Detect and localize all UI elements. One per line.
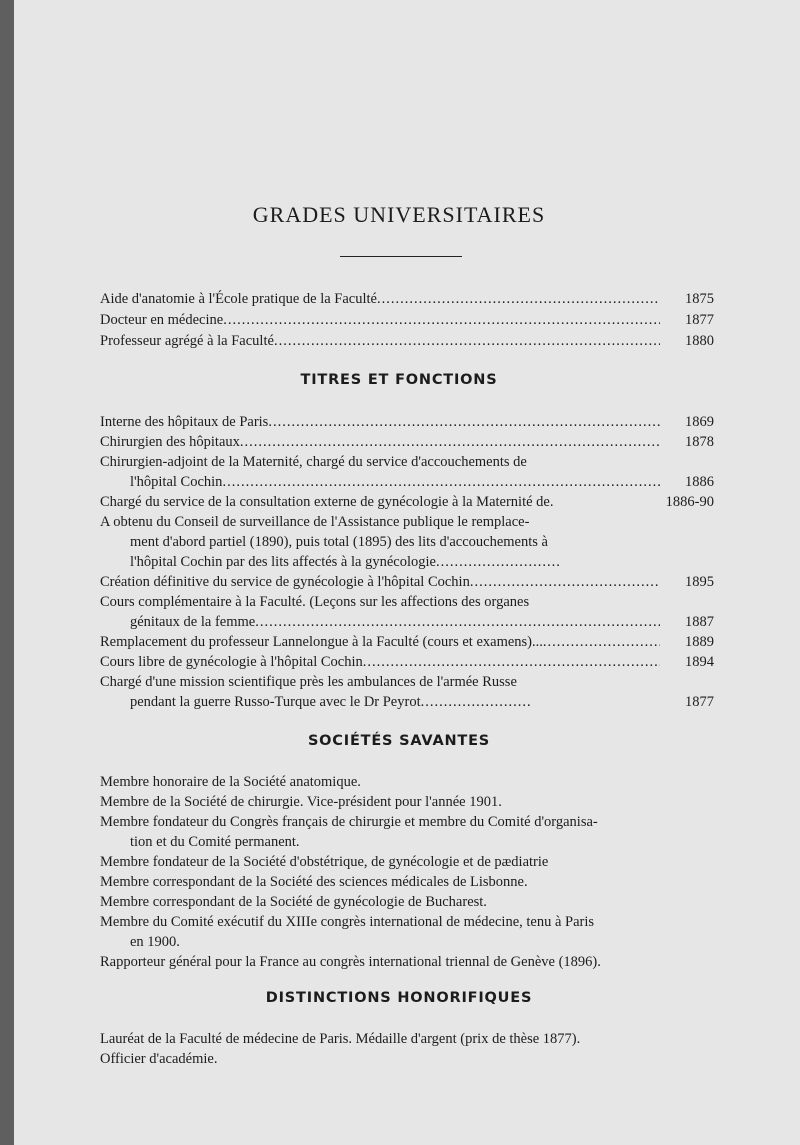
titre-text: Chirurgien-adjoint de la Maternité, chargé du service d'accouchements de bbox=[100, 454, 527, 470]
titre-row bbox=[100, 572, 714, 592]
distinction-line: Lauréat de la Faculté de médecine de Paris. Médaille d'argent (prix de thèse 1877). bbox=[100, 1031, 581, 1047]
societe-line: Membre correspondant de la Société des sciences médicales de Lisbonne. bbox=[100, 874, 528, 890]
titre-text: Cours complémentaire à la Faculté. (Leçons sur les affections des organes bbox=[100, 594, 530, 610]
titre-year: 1889 bbox=[685, 634, 714, 650]
titre-text: ment d'abord partiel (1890), puis total (1895) des lits d'accouchements à bbox=[130, 534, 548, 550]
titre-text: l'hôpital Cochin bbox=[130, 474, 223, 490]
grade-label: Docteur en médecine bbox=[100, 312, 224, 328]
titre-row bbox=[100, 432, 714, 452]
titre-row bbox=[130, 612, 714, 632]
grade-label: Professeur agrégé à la Faculté bbox=[100, 333, 274, 349]
titre-year: 1877 bbox=[685, 694, 714, 710]
titre-row bbox=[100, 652, 714, 672]
titre-text: Chirurgien des hôpitaux bbox=[100, 434, 240, 450]
grade-year: 1875 bbox=[685, 291, 714, 307]
section-title-societes: SOCIÉTÉS SAVANTES bbox=[307, 733, 491, 749]
grade-year: 1877 bbox=[685, 312, 714, 328]
title-divider bbox=[340, 256, 462, 257]
titre-year: 1895 bbox=[685, 574, 714, 590]
societe-line: en 1900. bbox=[130, 934, 180, 950]
titre-row bbox=[130, 552, 560, 572]
section-title-distinctions: DISTINCTIONS HONORIFIQUES bbox=[265, 990, 533, 1006]
titre-text: l'hôpital Cochin par des lits affectés à la gynécologie bbox=[130, 554, 436, 570]
grade-year: 1880 bbox=[685, 333, 714, 349]
titre-row bbox=[130, 692, 714, 712]
titre-row bbox=[100, 632, 714, 652]
societe-line: Membre fondateur de la Société d'obstétrique, de gynécologie et de pædiatrie bbox=[100, 854, 549, 870]
titre-text: Création définitive du service de gynécologie à l'hôpital Cochin bbox=[100, 574, 470, 590]
section-title-grades: GRADES UNIVERSITAIRES bbox=[252, 202, 546, 227]
titre-year: 1886 bbox=[685, 474, 714, 490]
titre-text: Cours libre de gynécologie à l'hôpital Cochin bbox=[100, 654, 363, 670]
titre-year: 1878 bbox=[685, 434, 714, 450]
titre-year: 1894 bbox=[685, 654, 714, 670]
titre-text: pendant la guerre Russo-Turque avec le Dr Peyrot bbox=[130, 694, 421, 710]
titre-text: Chargé d'une mission scientifique près les ambulances de l'armée Russe bbox=[100, 674, 517, 690]
societe-line: Membre honoraire de la Société anatomique. bbox=[100, 774, 361, 790]
titre-row bbox=[130, 472, 714, 492]
titre-row bbox=[100, 492, 714, 512]
societe-line: Membre de la Société de chirurgie. Vice-président pour l'année 1901. bbox=[100, 794, 502, 810]
section-title-titres: TITRES ET FONCTIONS bbox=[300, 372, 498, 388]
societe-line: Membre fondateur du Congrès français de chirurgie et membre du Comité d'organisa- bbox=[100, 814, 598, 830]
societe-line: Membre correspondant de la Société de gynécologie de Bucharest. bbox=[100, 894, 487, 910]
titre-text: génitaux de la femme bbox=[130, 614, 256, 630]
titre-row bbox=[100, 412, 714, 432]
grade-label: Aide d'anatomie à l'École pratique de la Faculté bbox=[100, 291, 377, 307]
societe-line: Membre du Comité exécutif du XIIIe congrès international de médecine, tenu à Paris bbox=[100, 914, 595, 930]
show-through-shadow bbox=[454, 90, 754, 147]
titre-text: Remplacement du professeur Lannelongue à la Faculté (cours et examens)... bbox=[100, 634, 543, 650]
societe-line: Rapporteur général pour la France au congrès international triennal de Genève (1896). bbox=[100, 954, 601, 970]
titre-year: 1869 bbox=[685, 414, 714, 430]
grade-row bbox=[100, 331, 714, 351]
titre-text: Chargé du service de la consultation externe de gynécologie à la Maternité de. bbox=[100, 494, 554, 510]
grade-row bbox=[100, 310, 714, 330]
grade-row bbox=[100, 289, 714, 309]
distinction-line: Officier d'académie. bbox=[100, 1051, 218, 1067]
titre-year: 1887 bbox=[685, 614, 714, 630]
titre-year: 1886-90 bbox=[665, 494, 714, 510]
societe-line: tion et du Comité permanent. bbox=[130, 834, 300, 850]
titre-text: A obtenu du Conseil de surveillance de l'Assistance publique le remplace- bbox=[100, 514, 530, 530]
titre-text: Interne des hôpitaux de Paris bbox=[100, 414, 269, 430]
document-page bbox=[14, 0, 800, 1145]
